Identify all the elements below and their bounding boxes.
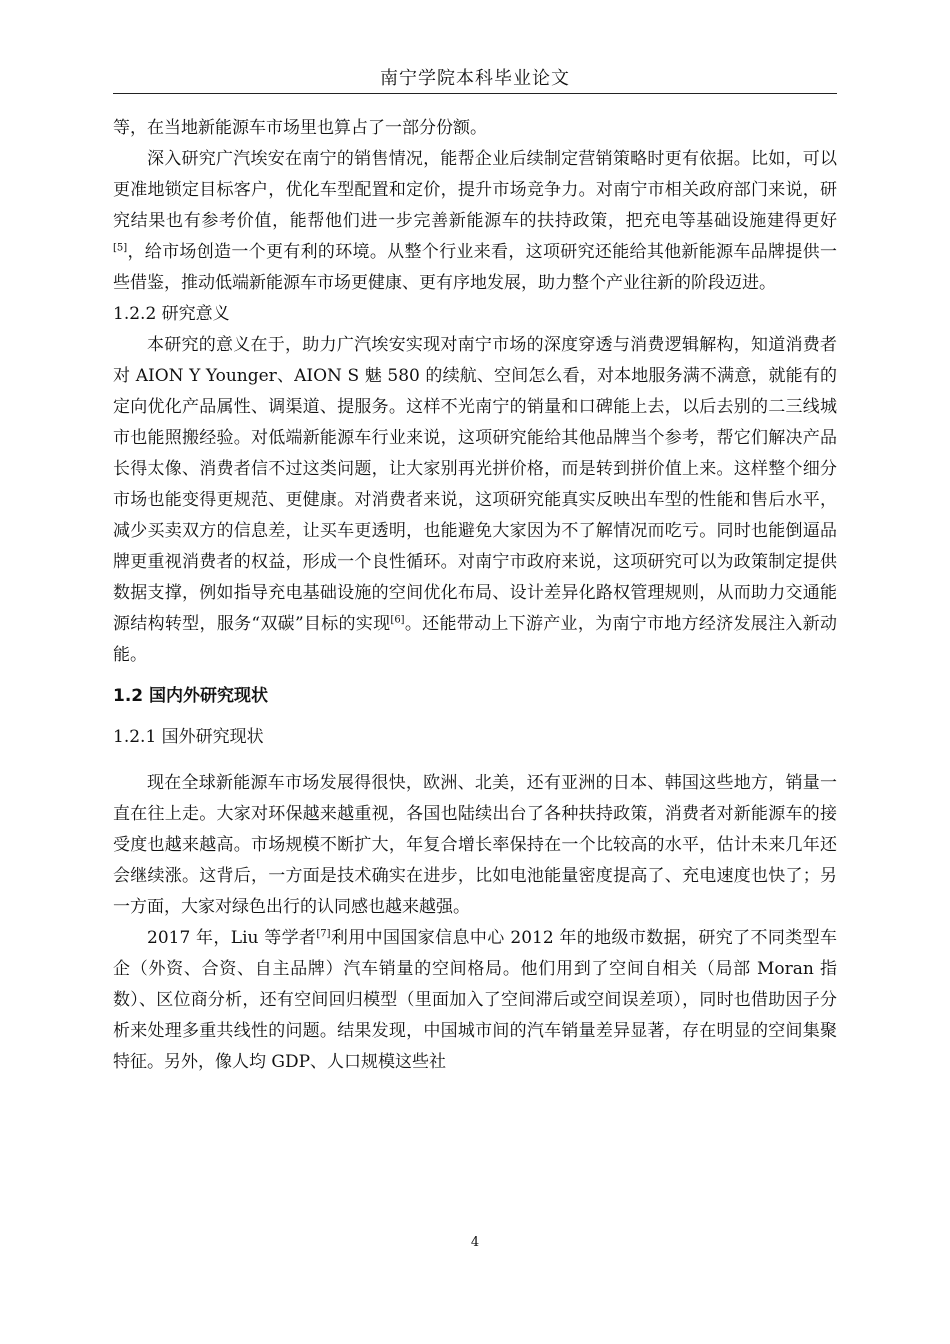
header-rule — [113, 93, 837, 94]
paragraph-text: 深入研究广汽埃安在南宁的销售情况，能帮企业后续制定营销策略时更有依据。比如，可以更准地锁定目标客户，优化车型配置和定价，提升市场竞争力。对南宁市相关政府部门来说，研究结果也有参考价值，能帮他们进一步完善新能源车的扶持政策，把充电等基础设施建得更好 — [113, 149, 837, 231]
paragraph-continuation: 等，在当地新能源车市场里也算占了一部分份额。 — [113, 118, 487, 138]
running-header: 南宁学院本科毕业论文 — [380, 68, 570, 89]
citation-ref: [7] — [316, 928, 331, 940]
citation-ref: [5] — [113, 242, 128, 254]
page-body — [113, 113, 837, 1078]
paragraph-research-significance — [113, 330, 837, 671]
paragraph-text: 2017 年，Liu 等学者 — [147, 928, 317, 948]
paragraph-text: 利用中国国家信息中心 2012 年的地级市数据，研究了不同类型车企（外资、合资、自主品牌）汽车销量的空间格局。他们用到了空间自相关（局部 Moran 指数）、区位商分析，还有空间回归模型（里面加入了空间滞后或空间误差项），同时也借助因子分析来处理多重共线性的问题。结果发现，中国城市间的汽车销量差异显著，存在明显的空间集聚特征。另外，像人均 GDP、人口规模这些社 — [113, 928, 838, 1072]
section-heading-1-2: 1.2 国内外研究现状 — [113, 686, 269, 706]
paragraph-liu-study — [113, 923, 837, 1078]
paragraph-text: 本研究的意义在于，助力广汽埃安实现对南宁市场的深度穿透与消费逻辑解构，知道消费者对 AION Y Younger、AION S 魅 580 的续航、空间怎么看，对本地服务满不满意，就能有的定向优化产品属性、调渠道、提服务。这样不光南宁的销量和口碑能上去，以后去别的二三线城市也能照搬经验。对低端新能源车行业来说，这项研究能给其他品牌当个参考，帮它们解决产品长得太像、消费者信不过这类问题，让大家别再光拼价格，而是转到拼价值上来。这样整个细分市场也能变得更规范、更健康。对消费者来说，这项研究能真实反映出车型的性能和售后水平，减少买卖双方的信息差，让买车更透明，也能避免大家因为不了解情况而吃亏。同时也能倒逼品牌更重视消费者的权益，形成一个良性循环。对南宁市政府来说，这项研究可以为政策制定提供数据支撑，例如指导充电基础设施的空间优化布局、设计差异化路权管理规则，从而助力交通能源结构转型，服务“双碳”目标的实现 — [113, 335, 837, 634]
paragraph-foreign-market: 现在全球新能源车市场发展得很快，欧洲、北美，还有亚洲的日本、韩国这些地方，销量一直在往上走。大家对环保越来越重视，各国也陆续出台了各种扶持政策，消费者对新能源车的接受度也越来越高。市场规模不断扩大，年复合增长率保持在一个比较高的水平，估计未来几年还会继续涨。这背后，一方面是技术确实在进步，比如电池能量密度提高了、充电速度也快了；另一方面，大家对绿色出行的认同感也越来越强。 — [113, 773, 837, 917]
paragraph-text: ，给市场创造一个更有利的环境。从整个行业来看，这项研究还能给其他新能源车品牌提供一些借鉴，推动低端新能源车市场更健康、更有序地发展，助力整个产业往新的阶段迈进。 — [113, 242, 837, 293]
section-heading-1-2-1: 1.2.1 国外研究现状 — [113, 727, 264, 747]
page-number: 4 — [470, 1235, 480, 1250]
citation-ref: [6] — [390, 614, 405, 626]
section-heading-1-2-2: 1.2.2 研究意义 — [113, 304, 230, 324]
paragraph-text: 。还能带动上下游产业，为南宁市地方经济发展注入新动能。 — [113, 614, 837, 665]
paragraph-research-value — [113, 144, 837, 299]
